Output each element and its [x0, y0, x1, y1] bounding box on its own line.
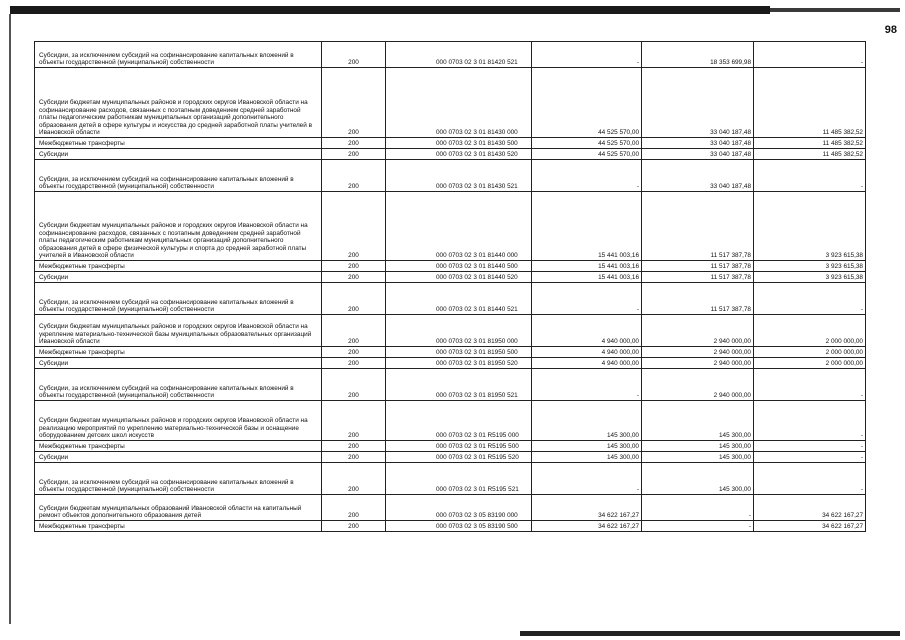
table-row: [35, 283, 866, 315]
table-row: [35, 358, 866, 369]
row-approved: -: [532, 160, 642, 192]
row-budget-code: 000 0703 02 3 05 83190 000: [386, 495, 532, 521]
table-row: [35, 521, 866, 532]
scan-edge-top: [10, 6, 770, 14]
row-line-code: 200: [322, 315, 386, 347]
row-budget-code: 000 0703 02 3 01 81440 521: [386, 283, 532, 315]
row-unexecuted: 34 622 167,27: [754, 495, 866, 521]
table-row: [35, 138, 866, 149]
row-unexecuted: 2 000 000,00: [754, 347, 866, 358]
row-name: Субсидии, за исключением субсидий на софинансирование капитальных вложений в объекты государственной (муниципальной) собственности: [35, 463, 322, 495]
row-approved: 4 940 000,00: [532, 358, 642, 369]
row-approved: 145 300,00: [532, 452, 642, 463]
row-executed: 145 300,00: [642, 441, 754, 452]
row-unexecuted: -: [754, 369, 866, 401]
row-unexecuted: 11 485 382,52: [754, 149, 866, 160]
row-approved: -: [532, 283, 642, 315]
row-unexecuted: -: [754, 401, 866, 441]
row-budget-code: 000 0703 02 3 01 81430 000: [386, 68, 532, 138]
row-executed: 2 940 000,00: [642, 347, 754, 358]
row-line-code: 200: [322, 149, 386, 160]
row-line-code: 200: [322, 463, 386, 495]
row-budget-code: 000 0703 02 3 01 81430 520: [386, 149, 532, 160]
row-name: Субсидии бюджетам муниципальных районов и городских округов Ивановской области на реализацию мероприятий по укреплению материально-технической базы и оснащение оборудованием детских школ искусств: [35, 401, 322, 441]
row-approved: -: [532, 463, 642, 495]
row-line-code: 200: [322, 441, 386, 452]
row-approved: -: [532, 42, 642, 68]
row-name: Субсидии бюджетам муниципальных районов и городских округов Ивановской области на софинансирование расходов, связанных с поэтапным доведением средней заработной платы педагогическим работникам муниципальных организаций дополнительного образования детей в сфере культуры и искусства до средней заработной платы учителей в Ивановской области: [35, 68, 322, 138]
row-budget-code: 000 0703 02 3 01 81440 500: [386, 261, 532, 272]
row-executed: 33 040 187,48: [642, 68, 754, 138]
table-row: [35, 42, 866, 68]
row-name: Субсидии бюджетам муниципальных районов и городских округов Ивановской области на укрепление материально-технической базы муниципальных образовательных организаций Ивановской области: [35, 315, 322, 347]
row-line-code: 200: [322, 272, 386, 283]
row-line-code: 200: [322, 138, 386, 149]
table-row: [35, 68, 866, 138]
row-unexecuted: 2 000 000,00: [754, 358, 866, 369]
row-name: Субсидии бюджетам муниципальных районов и городских округов Ивановской области на софинансирование расходов, связанных с поэтапным доведением средней заработной платы педагогическим работникам муниципальных организаций дополнительного образования детей в сфере физической культуры и спорта до средней заработной платы учителей в Ивановской области: [35, 192, 322, 261]
row-executed: 33 040 187,48: [642, 138, 754, 149]
row-approved: 44 525 570,00: [532, 149, 642, 160]
row-budget-code: 000 0703 02 3 01 81440 000: [386, 192, 532, 261]
row-executed: 145 300,00: [642, 452, 754, 463]
row-line-code: 200: [322, 68, 386, 138]
row-unexecuted: -: [754, 463, 866, 495]
row-approved: 4 940 000,00: [532, 347, 642, 358]
row-name: Субсидии: [35, 452, 322, 463]
row-unexecuted: -: [754, 160, 866, 192]
row-budget-code: 000 0703 02 3 01 81950 000: [386, 315, 532, 347]
row-budget-code: 000 0703 02 3 01 R5195 500: [386, 441, 532, 452]
table-row: [35, 463, 866, 495]
row-executed: 11 517 387,78: [642, 192, 754, 261]
row-name: Межбюджетные трансферты: [35, 441, 322, 452]
row-name: Субсидии, за исключением субсидий на софинансирование капитальных вложений в объекты государственной (муниципальной) собственности: [35, 283, 322, 315]
row-line-code: 200: [322, 369, 386, 401]
table-body: [35, 42, 866, 532]
row-line-code: 200: [322, 401, 386, 441]
row-name: Межбюджетные трансферты: [35, 261, 322, 272]
row-executed: 2 940 000,00: [642, 358, 754, 369]
row-line-code: 200: [322, 358, 386, 369]
row-executed: -: [642, 521, 754, 532]
table-row: [35, 495, 866, 521]
row-executed: 18 353 699,98: [642, 42, 754, 68]
row-unexecuted: -: [754, 283, 866, 315]
row-budget-code: 000 0703 02 3 05 83190 500: [386, 521, 532, 532]
table-row: [35, 401, 866, 441]
row-unexecuted: 3 923 615,38: [754, 192, 866, 261]
row-executed: 2 940 000,00: [642, 369, 754, 401]
row-executed: 33 040 187,48: [642, 149, 754, 160]
row-approved: 15 441 003,16: [532, 192, 642, 261]
row-name: Субсидии: [35, 149, 322, 160]
row-budget-code: 000 0703 02 3 01 81430 500: [386, 138, 532, 149]
row-executed: -: [642, 495, 754, 521]
row-line-code: 200: [322, 261, 386, 272]
row-budget-code: 000 0703 02 3 01 81950 521: [386, 369, 532, 401]
row-unexecuted: -: [754, 42, 866, 68]
row-approved: 34 622 167,27: [532, 521, 642, 532]
table-row: [35, 347, 866, 358]
row-approved: -: [532, 369, 642, 401]
row-name: Субсидии бюджетам муниципальных образований Ивановской области на капитальный ремонт объектов дополнительного образования детей: [35, 495, 322, 521]
table-row: [35, 369, 866, 401]
row-unexecuted: 11 485 382,52: [754, 138, 866, 149]
row-unexecuted: 3 923 615,38: [754, 261, 866, 272]
row-approved: 4 940 000,00: [532, 315, 642, 347]
row-unexecuted: 11 485 382,52: [754, 68, 866, 138]
page-number: 98: [884, 24, 897, 36]
row-line-code: 200: [322, 283, 386, 315]
row-budget-code: 000 0703 02 3 01 R5195 520: [386, 452, 532, 463]
row-unexecuted: -: [754, 452, 866, 463]
table-row: [35, 441, 866, 452]
row-approved: 44 525 570,00: [532, 68, 642, 138]
row-executed: 2 940 000,00: [642, 315, 754, 347]
row-line-code: 200: [322, 347, 386, 358]
scan-edge-bottom: [520, 631, 900, 636]
row-name: Субсидии: [35, 272, 322, 283]
row-unexecuted: 3 923 615,38: [754, 272, 866, 283]
row-unexecuted: -: [754, 441, 866, 452]
row-name: Субсидии, за исключением субсидий на софинансирование капитальных вложений в объекты государственной (муниципальной) собственности: [35, 42, 322, 68]
table-row: [35, 160, 866, 192]
row-line-code: 200: [322, 160, 386, 192]
row-executed: 145 300,00: [642, 401, 754, 441]
row-approved: 145 300,00: [532, 401, 642, 441]
row-line-code: 200: [322, 42, 386, 68]
row-line-code: 200: [322, 452, 386, 463]
row-executed: 11 517 387,78: [642, 283, 754, 315]
row-name: Субсидии, за исключением субсидий на софинансирование капитальных вложений в объекты государственной (муниципальной) собственности: [35, 369, 322, 401]
row-executed: 11 517 387,78: [642, 261, 754, 272]
row-approved: 15 441 003,16: [532, 272, 642, 283]
table-row: [35, 192, 866, 261]
row-budget-code: 000 0703 02 3 01 R5195 521: [386, 463, 532, 495]
row-line-code: 200: [322, 192, 386, 261]
scan-edge-left: [9, 14, 11, 624]
row-line-code: 200: [322, 495, 386, 521]
row-budget-code: 000 0703 02 3 01 81430 521: [386, 160, 532, 192]
table-row: [35, 272, 866, 283]
row-approved: 34 622 167,27: [532, 495, 642, 521]
row-name: Субсидии, за исключением субсидий на софинансирование капитальных вложений в объекты государственной (муниципальной) собственности: [35, 160, 322, 192]
row-name: Межбюджетные трансферты: [35, 138, 322, 149]
row-name: Межбюджетные трансферты: [35, 521, 322, 532]
row-budget-code: 000 0703 02 3 01 81950 500: [386, 347, 532, 358]
table-row: [35, 452, 866, 463]
row-budget-code: 000 0703 02 3 01 R5195 000: [386, 401, 532, 441]
table-row: [35, 149, 866, 160]
row-unexecuted: 34 622 167,27: [754, 521, 866, 532]
table-row: [35, 261, 866, 272]
row-executed: 11 517 387,78: [642, 272, 754, 283]
table-row: [35, 315, 866, 347]
row-budget-code: 000 0703 02 3 01 81420 521: [386, 42, 532, 68]
row-executed: 33 040 187,48: [642, 160, 754, 192]
row-approved: 44 525 570,00: [532, 138, 642, 149]
row-name: Межбюджетные трансферты: [35, 347, 322, 358]
row-budget-code: 000 0703 02 3 01 81950 520: [386, 358, 532, 369]
scan-edge-top-right: [770, 8, 900, 12]
row-line-code: 200: [322, 521, 386, 532]
row-budget-code: 000 0703 02 3 01 81440 520: [386, 272, 532, 283]
row-name: Субсидии: [35, 358, 322, 369]
row-executed: 145 300,00: [642, 463, 754, 495]
row-approved: 15 441 003,16: [532, 261, 642, 272]
row-approved: 145 300,00: [532, 441, 642, 452]
budget-table: [34, 41, 866, 532]
row-unexecuted: 2 000 000,00: [754, 315, 866, 347]
